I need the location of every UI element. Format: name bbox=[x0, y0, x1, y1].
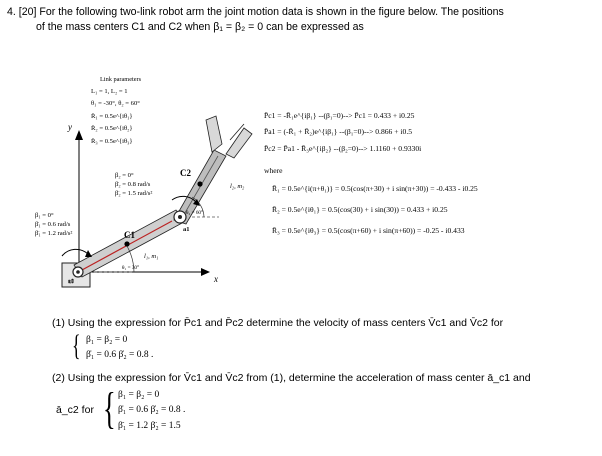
rotation-arrow-joint1 bbox=[62, 249, 88, 256]
question-2-text: (2) Using the expression for V̄c1 and V̄c2 from (1), determine the acceleration of mass center ā_c1 and bbox=[52, 372, 531, 384]
problem-line-2: of the mass centers C1 and C2 when β₁ = β₂ = 0 can be expressed as bbox=[36, 21, 364, 33]
joint-a1-pin bbox=[178, 215, 182, 219]
equation-r1: R̄₁ = 0.5e^{i(π+θ₁)} = 0.5(cos(π+30) + i sin(π+30)) = -0.433 - i0.25 bbox=[272, 184, 478, 193]
param-r2: R̄₂ = 0.5e^{iθ₂} bbox=[91, 125, 133, 132]
link-2-centerline bbox=[182, 156, 218, 218]
params-heading: Link parameters bbox=[100, 76, 142, 83]
joint1-beta: β₁ = 0° bbox=[35, 212, 54, 219]
question-2-condition-2: β̇₁ = 0.6 β̇₂ = 0.8 . bbox=[118, 405, 186, 415]
question-2-lead: ā_c2 for bbox=[56, 404, 94, 416]
param-angles: θ₁ = -30°, θ₂ = 60° bbox=[91, 100, 140, 107]
question-2-brace: { bbox=[103, 384, 116, 433]
question-2-condition-3: β̈₁ = 1.2 β̈₂ = 1.5 bbox=[118, 421, 181, 431]
label-theta1: θ₁ = 30° bbox=[122, 265, 140, 271]
label-c1: C1 bbox=[124, 230, 135, 240]
joint1-velocity: β̇₁ = 0.6 rad/s bbox=[35, 221, 71, 228]
label-a0: a0 bbox=[68, 279, 74, 285]
question-1-brace: { bbox=[72, 329, 81, 362]
param-r1: R̄₁ = 0.5e^{iθ₁} bbox=[91, 113, 133, 120]
problem-line-1: 4. [20] For the following two-link robot arm the joint motion data is shown in the figure below. The positions bbox=[7, 6, 504, 18]
question-1-condition-2: β̇₁ = 0.6 β̇₂ = 0.8 . bbox=[86, 350, 154, 360]
label-theta2: θ₂ = 60° bbox=[186, 210, 204, 216]
equation-pa1: P̄a1 = (-R̄₁ + R̄₂)e^{iβ₁} --(β₁=0)--> 0.866 + i0.5 bbox=[264, 127, 413, 136]
param-r3: R̄₃ = 0.5e^{iθ₃} bbox=[91, 138, 133, 145]
y-axis-arrow bbox=[75, 130, 83, 140]
param-lengths: L₁ = 1, L₂ = 1 bbox=[91, 88, 128, 95]
robot-arm-figure bbox=[54, 60, 254, 300]
x-axis-arrow bbox=[201, 268, 210, 276]
joint2-acceleration: β̈₂ = 1.5 rad/s² bbox=[115, 190, 153, 197]
question-1-text: (1) Using the expression for P̄c1 and P̄c2 determine the velocity of mass centers V̄c1 and V̄c2 for bbox=[52, 317, 504, 329]
gripper-left bbox=[206, 116, 222, 152]
mass-center-c2 bbox=[197, 181, 202, 186]
label-l1-m1: l₁, m₁ bbox=[144, 253, 159, 260]
label-l2-m2: l₂, m₂ bbox=[230, 183, 245, 190]
axis-label-x: x bbox=[214, 274, 218, 284]
question-2-condition-1: β₁ = β₂ = 0 bbox=[118, 390, 160, 400]
equation-r3: R̄₃ = 0.5e^{iθ₃} = 0.5(cos(π+60) + i sin(π+60)) = -0.25 - i0.433 bbox=[272, 226, 465, 235]
joint-a0-pin bbox=[76, 270, 80, 274]
joint2-velocity: β̇₂ = 0.8 rad/s bbox=[115, 181, 151, 188]
joint1-acceleration: β̈₁ = 1.2 rad/s² bbox=[35, 230, 73, 237]
axis-label-y: y bbox=[68, 122, 72, 132]
gripper-right bbox=[226, 128, 252, 158]
label-c2: C2 bbox=[180, 168, 191, 178]
mass-center-c1 bbox=[124, 241, 129, 246]
equation-pc1: P̄c1 = -R̄₁e^{iβ₁} --(β₁=0)--> P̄c1 = 0.433 + i0.25 bbox=[264, 111, 415, 120]
equation-r2: R̄₂ = 0.5e^{iθ₁} = 0.5(cos(30) + i sin(30)) = 0.433 + i0.25 bbox=[272, 205, 448, 214]
question-1-condition-1: β₁ = β₂ = 0 bbox=[86, 335, 128, 345]
label-a1: a1 bbox=[183, 226, 190, 233]
equation-pc2: P̄c2 = P̄a1 - R̄₃e^{iβ₂} --(β₂=0)--> 1.1160 + 0.9330i bbox=[264, 144, 422, 153]
joint2-beta: β₂ = 0° bbox=[115, 172, 134, 179]
where-label: where bbox=[264, 166, 283, 175]
rotation-arrowhead-joint1 bbox=[85, 250, 92, 257]
